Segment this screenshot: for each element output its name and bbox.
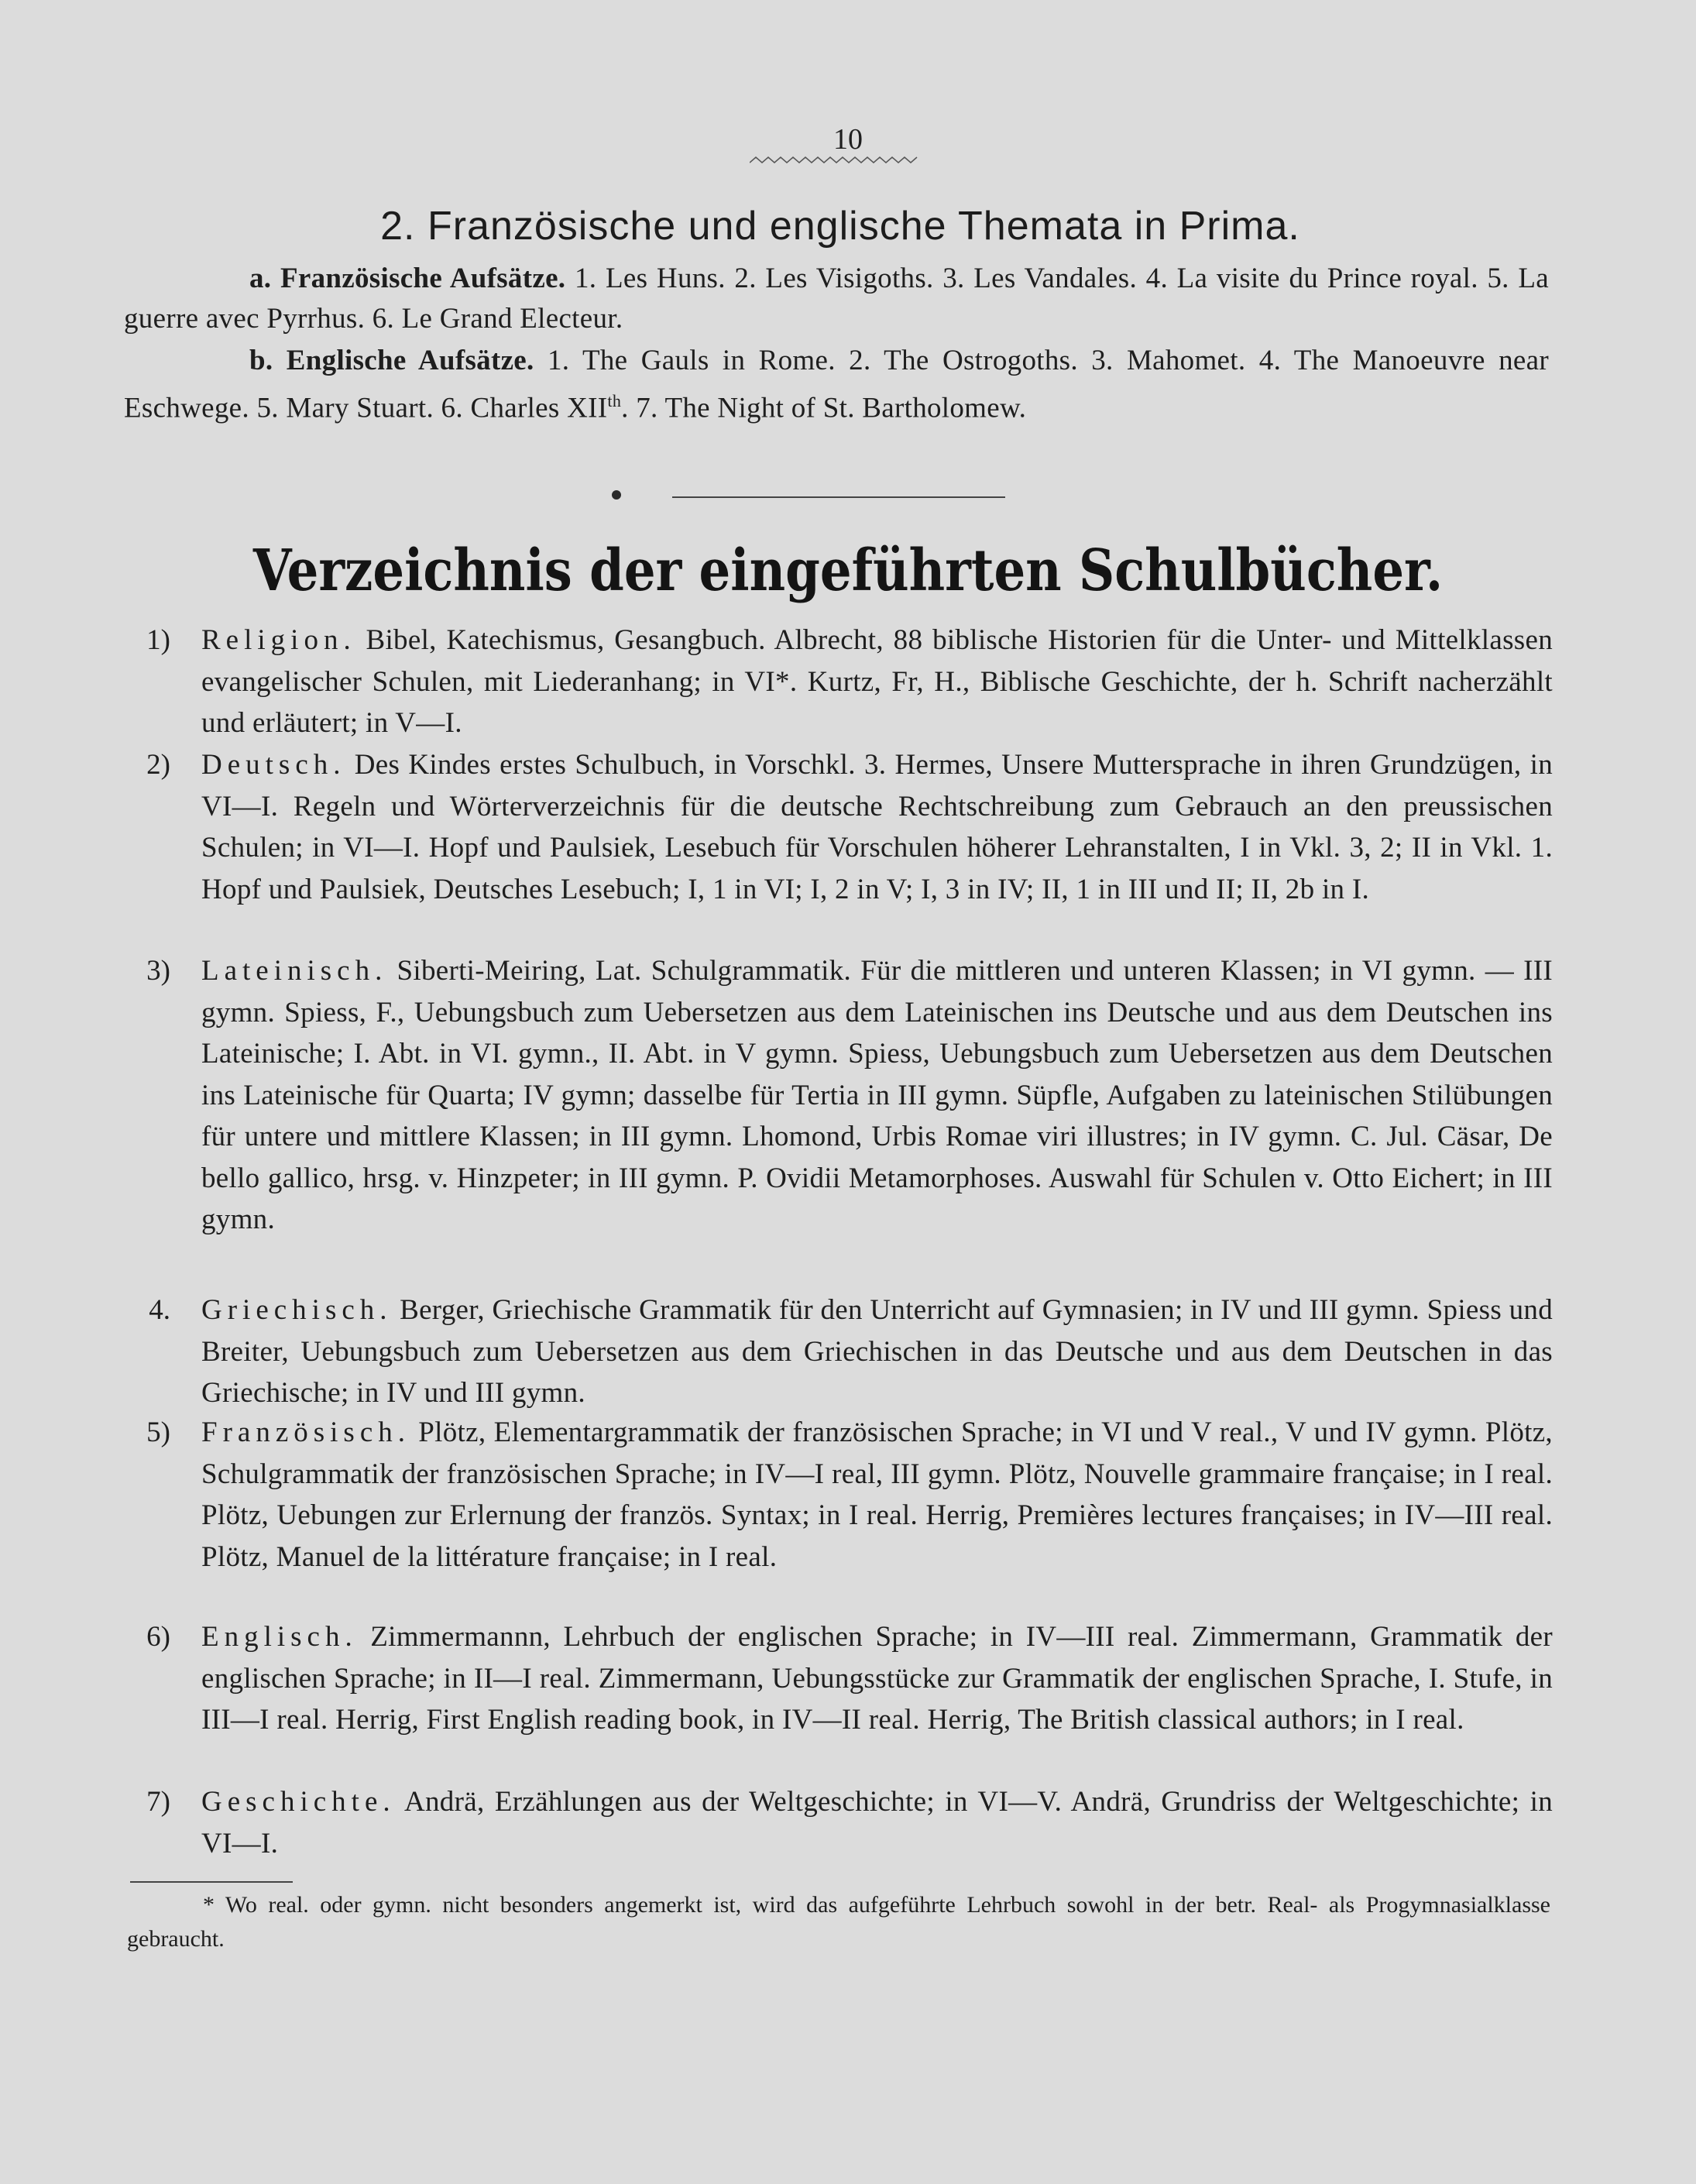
- french-essays-text: 1. Les Huns. 2. Les Visigoths. 3. Les Vandales. 4. La visite du Prince royal. 5. La guerre avec Pyrrhus. 6. Le Grand Electeur.: [124, 263, 1549, 335]
- french-essays-paragraph: [124, 259, 1549, 339]
- item-text: Andrä, Erzählungen aus der Weltgeschichte; in VI—V. Andrä, Grundriss der Weltgeschichte; in VI—I.: [201, 1786, 1553, 1859]
- separator-line: [672, 496, 1005, 498]
- separator-dot: [612, 490, 621, 500]
- item-number: 1): [146, 624, 170, 656]
- item-number: 3): [146, 955, 170, 987]
- list-item: [124, 1616, 1553, 1741]
- item-text: Berger, Griechische Grammatik für den Unterricht auf Gymnasien; in IV und III gymn. Spiess und Breiter, Uebungsbuch zum Uebersetzen aus dem Griechischen in das Deutsche und aus dem Deutschen in das Griechische; in IV und III gymn.: [201, 1294, 1553, 1409]
- footnote: * Wo real. oder gymn. nicht besonders angemerkt ist, wird das aufgeführte Lehrbuch sowohl in der betr. Real- als Progymnasialklasse gebraucht.: [127, 1892, 1550, 1952]
- item-number: 6): [146, 1621, 170, 1653]
- english-essays-text-end: . 7. The Night of St. Bartholomew.: [621, 392, 1027, 424]
- list-item: [124, 1781, 1553, 1864]
- list-item: [124, 744, 1553, 910]
- list-item: [124, 1289, 1553, 1414]
- item-text: Zimmermannn, Lehrbuch der englischen Sprache; in IV—III real. Zimmermann, Grammatik der englischen Sprache; in II—I real. Zimmermann, Uebungsstücke zur Grammatik der englischen Sprache, I. Stufe, in III—I real. Herrig, First English reading book, in IV—II real. Herrig, The British classical authors; in I real.: [201, 1621, 1553, 1736]
- section-heading: 2. Französische und englische Themata in Prima.: [380, 204, 1300, 249]
- item-number: 5): [146, 1417, 170, 1448]
- english-essays-paragraph: [124, 341, 1549, 428]
- ornamental-rule: [750, 155, 920, 166]
- item-number: 4.: [149, 1294, 170, 1326]
- superscript-th: th: [607, 391, 622, 410]
- item-text: Plötz, Elementargrammatik der französischen Sprache; in VI und V real., V und IV gymn. Plötz, Schulgrammatik der französischen Sprache; in IV—I real, III gymn. Plötz, Nouvelle grammaire française; in I real. Plötz, Uebungen zur Erlernung der französ. Syntax; in I real. Herrig, Premières lectures françaises; in IV—III real. Plötz, Manuel de la littérature française; in I real.: [201, 1417, 1553, 1573]
- english-essays-text: 1. The Gauls in Rome. 2. The Ostrogoths. 3. Mahomet. 4. The Manoeuvre near Eschwege. 5. Mary Stuart. 6. Charles XII: [124, 345, 1549, 424]
- item-number: 2): [146, 749, 170, 781]
- list-heading: Verzeichnis der eingeführten Schulbücher.: [252, 537, 1444, 605]
- subject-name: Englisch.: [201, 1621, 358, 1653]
- subject-name: Griechisch.: [201, 1294, 393, 1326]
- subject-name: Lateinisch.: [201, 955, 388, 987]
- english-essays-label: b. Englische Aufsätze.: [249, 345, 534, 376]
- list-item: [124, 1412, 1553, 1578]
- item-text: Des Kindes erstes Schulbuch, in Vorschkl. 3. Hermes, Unsere Muttersprache in ihren Grundzügen, in VI—I. Regeln und Wörterverzeichnis für die deutsche Rechtschreibung zum Gebrauch an den preussischen Schulen; in VI—I. Hopf und Paulsiek, Lesebuch für Vorschulen höherer Lehranstalten, I in Vkl. 3, 2; II in Vkl. 1. Hopf und Paulsiek, Deutsches Lesebuch; I, 1 in VI; I, 2 in V; I, 3 in IV; II, 1 in III und II; II, 2b in I.: [201, 749, 1553, 905]
- item-number: 7): [146, 1786, 170, 1818]
- list-item: [124, 950, 1553, 1241]
- subject-name: Geschichte.: [201, 1786, 396, 1818]
- list-item: [124, 620, 1553, 744]
- subject-name: Französisch.: [201, 1417, 410, 1448]
- item-text: Siberti-Meiring, Lat. Schulgrammatik. Für die mittleren und unteren Klassen; in VI gymn. — III gymn. Spiess, F., Uebungsbuch zum Uebersetzen aus dem Lateinischen ins Deutsche und aus dem Deutschen ins Lateinische; I. Abt. in VI. gymn., II. Abt. in V gymn. Spiess, Uebungsbuch zum Uebersetzen aus dem Deutschen ins Lateinische für Quarta; IV gymn; dasselbe für Tertia in III gymn. Süpfle, Aufgaben zu lateinischen Stilübungen für untere und mittlere Klassen; in III gymn. Lhomond, Urbis Romae viri illustres; in IV gymn. C. Jul. Cäsar, De bello gallico, hrsg. v. Hinzpeter; in III gymn. P. Ovidii Metamorphoses. Auswahl für Schulen v. Otto Eichert; in III gymn.: [201, 955, 1553, 1235]
- page-number: 10: [833, 123, 863, 156]
- french-essays-label: a. Französische Aufsätze.: [249, 263, 566, 294]
- footnote-rule: [130, 1881, 293, 1883]
- subject-name: Religion.: [201, 624, 356, 656]
- item-text: Bibel, Katechismus, Gesangbuch. Albrecht, 88 biblische Historien für die Unter- und Mittelklassen evangelischer Schulen, mit Liederanhang; in VI*. Kurtz, Fr, H., Biblische Geschichte, der h. Schrift nacherzählt und erläutert; in V—I.: [201, 624, 1553, 739]
- subject-name: Deutsch.: [201, 749, 346, 781]
